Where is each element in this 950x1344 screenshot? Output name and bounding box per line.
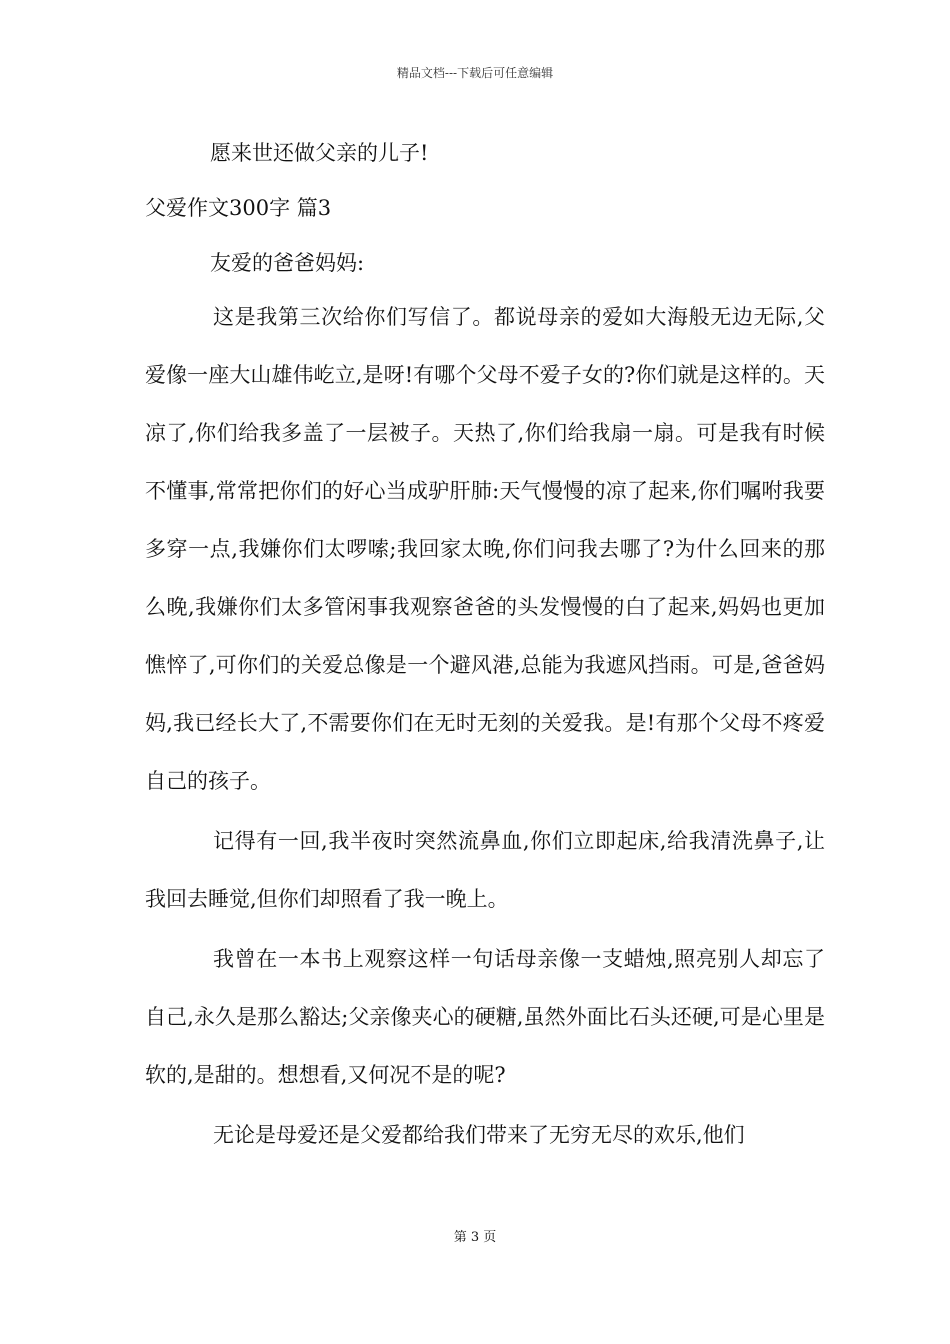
page-header: 精品文档---下载后可任意编辑 — [396, 66, 554, 80]
paragraph-1: 这是我第三次给你们写信了。都说母亲的爱如大海般无边无际,父爱像一座大山雄伟屹立,是呀!有哪个父母不爱子女的?你们就是这样的。天凉了,你们给我多盖了一层被子。天热了,你们给我扇一扇。可是我有时候不懂事,常常把你们的好心当成驴肝肺:天气慢慢的凉了起来,你们嘱咐我要多穿一点,我嫌你们太啰嗦;我回家太晚,你们问我去哪了?为什么回来的那么晚,我嫌你们太多管闲事我观察爸爸的头发慢慢的白了起来,妈妈也更加憔悴了,可你们的关爱总像是一个避风港,总能为我遮风挡雨。可是,爸爸妈妈,我已经长大了,不需要你们在无时无刻的关爱我。是!有那个父母不疼爱自己的孩子。 — [145, 305, 825, 793]
salutation: 友爱的爸爸妈妈: — [210, 251, 365, 275]
section-title: 父爱作文300字 篇3 — [145, 196, 332, 220]
paragraph-2: 记得有一回,我半夜时突然流鼻血,你们立即起床,给我清洗鼻子,让我回去睡觉,但你们却照看了我一晚上。 — [145, 829, 825, 911]
paragraph-4: 无论是母爱还是父爱都给我们带来了无穷无尽的欢乐,他们 — [213, 1123, 745, 1147]
paragraph-3: 我曾在一本书上观察这样一句话母亲像一支蜡烛,照亮别人却忘了自己,永久是那么豁达;父亲像夹心的硬糖,虽然外面比石头还硬,可是心里是软的,是甜的。想想看,又何况不是的呢? — [145, 947, 825, 1087]
closing-line: 愿来世还做父亲的儿子! — [210, 141, 429, 165]
page-number: 第 3 页 — [453, 1230, 497, 1245]
document-body — [145, 130, 825, 1166]
